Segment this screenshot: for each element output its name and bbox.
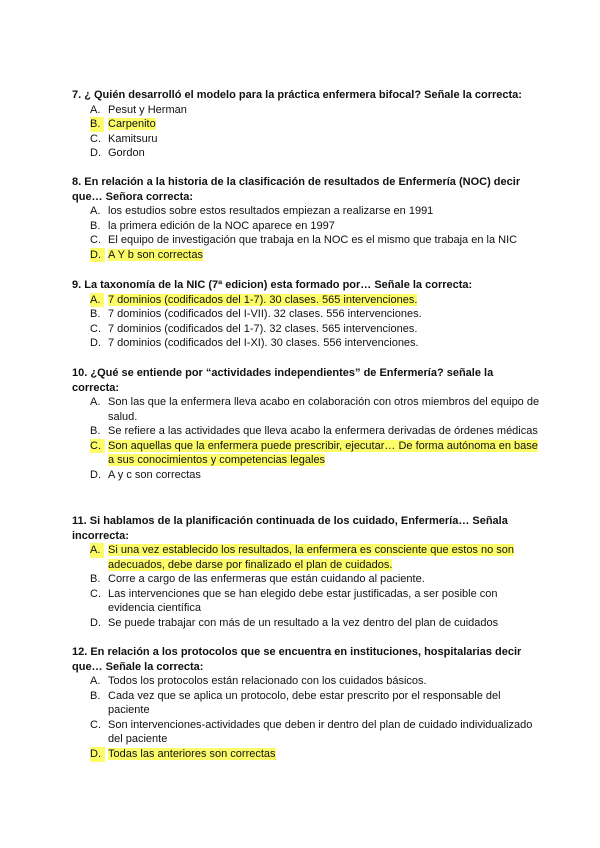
option-d-highlighted <box>72 747 542 762</box>
question-11 <box>72 514 542 631</box>
option-text: Pesut y Herman <box>108 103 187 116</box>
question-title: 12. En relación a los protocolos que se encuentra en instituciones, hospitalarias decir que… Señale la correcta: <box>72 646 522 673</box>
option-d-highlighted <box>72 248 542 263</box>
option-b <box>72 307 542 322</box>
option-a <box>72 103 542 118</box>
option-text: Corre a cargo de las enfermeras que están cuidando al paciente. <box>108 573 425 586</box>
option-text: la primera edición de la NOC aparece en 1997 <box>108 219 335 232</box>
option-text: Kamitsuru <box>108 132 158 145</box>
option-c <box>72 132 542 147</box>
option-c <box>72 718 542 747</box>
option-text: A Y b son correctas <box>108 248 203 261</box>
option-text: Todos los protocolos están relacionado con los cuidados básicos. <box>108 675 427 687</box>
option-letter: D. <box>90 468 101 481</box>
option-letter: A. <box>90 205 101 217</box>
option-letter: B. <box>90 425 101 438</box>
question-title: 10. ¿Qué se entiende por “actividades independientes” de Enfermería? señale la correcta: <box>72 367 494 394</box>
option-a <box>72 395 542 424</box>
option-d <box>72 616 542 631</box>
option-letter: B. <box>90 689 101 702</box>
option-text: Las intervenciones que se han elegido debe estar justificadas, a ser posible con evidencia científica <box>108 587 498 615</box>
option-c-highlighted <box>72 439 542 468</box>
option-text: Se refiere a las actividades que lleva acabo la enfermera derivadas de órdenes médicas <box>108 425 538 438</box>
option-letter: C. <box>90 587 101 600</box>
option-text: El equipo de investigación que trabaja en la NOC es el mismo que trabaja en la NIC <box>108 234 518 247</box>
question-7 <box>72 88 542 161</box>
option-text: 7 dominios (codificados del I-VII). 32 clases. 556 intervenciones. <box>108 308 422 321</box>
option-letter: D. <box>90 147 101 160</box>
question-title: 8. En relación a la historia de la clasificación de resultados de Enfermería (NOC) decir que… Señora correcta: <box>72 176 521 203</box>
option-d <box>72 468 542 483</box>
option-letter: A. <box>90 543 104 558</box>
option-text: Son las que la enfermera lleva acabo en colaboración con otros miembros del equipo de salud. <box>108 396 540 423</box>
option-letter: C. <box>90 718 101 731</box>
option-c <box>72 587 542 616</box>
option-letter: B. <box>90 308 101 321</box>
option-text: 7 dominios (codificados del 1-7). 30 clases. 565 intervenciones. <box>108 293 418 306</box>
question-9 <box>72 278 542 351</box>
option-a <box>72 674 542 689</box>
option-b-highlighted <box>72 117 542 132</box>
option-text: Gordon <box>108 147 145 160</box>
option-text: los estudios sobre estos resultados empiezan a realizarse en 1991 <box>108 205 434 217</box>
option-letter: D. <box>90 616 101 629</box>
option-b <box>72 424 542 439</box>
option-c <box>72 322 542 337</box>
option-text: A y c son correctas <box>108 468 201 481</box>
option-text: Son aquellas que la enfermera puede prescribir, ejecutar… De forma autónoma en base a sus conocimientos y competencias legales <box>108 439 538 467</box>
option-d <box>72 146 542 161</box>
option-letter: A. <box>90 293 104 308</box>
option-a-highlighted <box>72 543 542 572</box>
option-letter: C. <box>90 439 105 454</box>
option-text: Si una vez establecido los resultados, la enfermera es consciente que estos no son adecuados, debe darse por finalizado el plan de cuidados. <box>108 544 515 571</box>
option-b <box>72 689 542 718</box>
question-10 <box>72 366 542 483</box>
question-title: 11. Si hablamos de la planificación continuada de los cuidado, Enfermería… Señala incorrecta: <box>72 515 508 542</box>
option-letter: C. <box>90 322 101 335</box>
option-text: Se puede trabajar con más de un resultado a la vez dentro del plan de cuidados <box>108 616 499 629</box>
option-c <box>72 233 542 248</box>
option-text: Todas las anteriores son correctas <box>108 747 276 760</box>
option-letter: A. <box>90 396 101 408</box>
option-text: 7 dominios (codificados del 1-7). 32 clases. 565 intervenciones. <box>108 322 418 335</box>
option-text: Son intervenciones-actividades que deben ir dentro del plan de cuidado individualizado del paciente <box>108 718 533 746</box>
option-letter: D. <box>90 337 101 350</box>
question-8 <box>72 175 542 262</box>
option-a-highlighted <box>72 293 542 308</box>
option-letter: D. <box>90 747 105 762</box>
option-text: Cada vez que se aplica un protocolo, debe estar prescrito por el responsable del paciente <box>108 689 501 717</box>
option-b <box>72 572 542 587</box>
option-letter: C. <box>90 132 101 145</box>
option-a <box>72 204 542 219</box>
option-letter: C. <box>90 234 101 247</box>
question-12 <box>72 645 542 762</box>
option-letter: B. <box>90 117 104 132</box>
option-letter: A. <box>90 675 101 687</box>
option-letter: D. <box>90 248 105 263</box>
option-letter: B. <box>90 573 101 586</box>
question-title: 7. ¿ Quién desarrolló el modelo para la práctica enfermera bifocal? Señale la correcta: <box>72 89 522 101</box>
option-letter: A. <box>90 103 101 116</box>
option-text: 7 dominios (codificados del I-XI). 30 clases. 556 intervenciones. <box>108 337 419 350</box>
option-letter: B. <box>90 219 101 232</box>
option-d <box>72 336 542 351</box>
option-text: Carpenito <box>108 118 156 131</box>
question-title: 9. La taxonomía de la NIC (7ª edicion) esta formado por… Señale la correcta: <box>72 279 473 291</box>
option-b <box>72 219 542 234</box>
